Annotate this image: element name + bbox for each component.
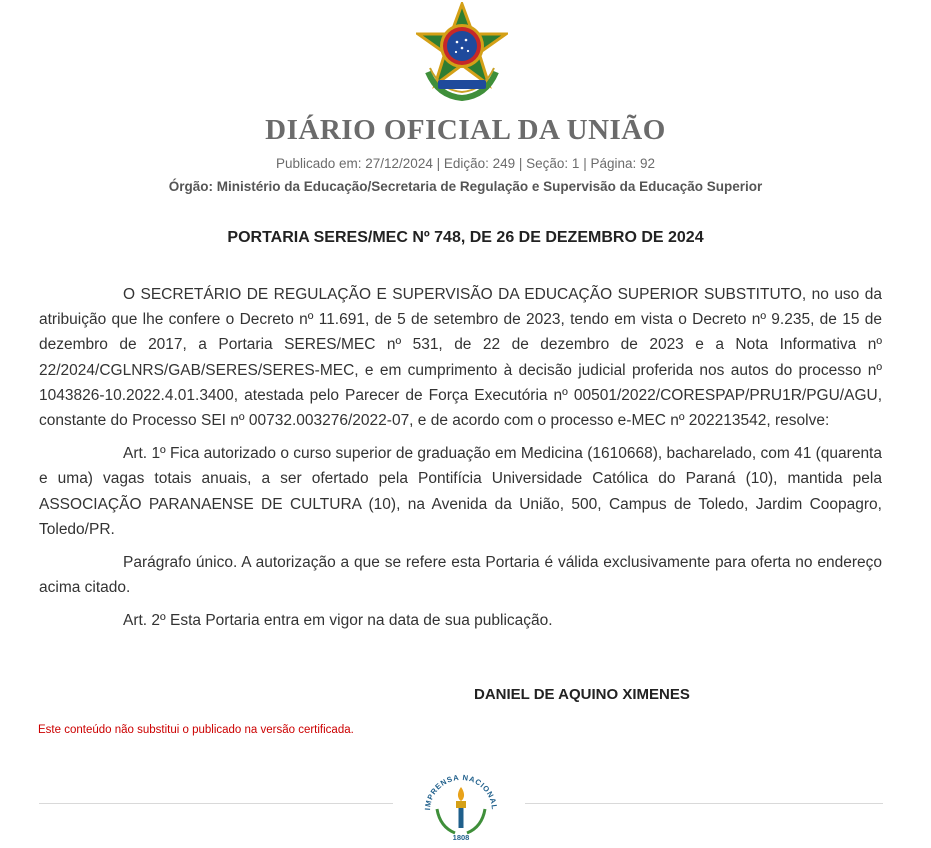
signatory: DANIEL DE AQUINO XIMENES — [474, 686, 690, 703]
document-body — [39, 282, 882, 642]
imprensa-nacional-seal-icon — [420, 765, 502, 843]
preamble-paragraph: O SECRETÁRIO DE REGULAÇÃO E SUPERVISÃO DA EDUCAÇÃO SUPERIOR SUBSTITUTO, no uso da atribuição que lhe confere o Decreto nº 11.691, de 5 de setembro de 2023, tendo em vista o Decreto nº 9.235, de 15 de dezembro de 2017, a Portaria SERES/MEC nº 531, de 22 de dezembro de 2023 e a Nota Informativa nº 22/2024/CGLNRS/GAB/SERES/SERES-MEC, e em cumprimento à decisão judicial proferida nos autos do processo nº 1043826-10.2022.4.01.3400, atestada pelo Parecer de Força Executória nº 00501/2022/CORESPAP/PRU1R/PGU/AGU, constante do Processo SEI nº 00732.003276/2022-07, e de acordo com o processo e-MEC nº 202213542, resolve: — [39, 286, 882, 430]
disclaimer-text: Este conteúdo não substitui o publicado na versão certificada. — [38, 724, 354, 736]
seal-text: IMPRENSA NACIONAL — [422, 772, 500, 811]
footer-divider-left — [39, 803, 393, 804]
seal-year: 1808 — [452, 833, 470, 842]
publication-info: Publicado em: 27/12/2024 | Edição: 249 | Seção: 1 | Página: 92 — [275, 156, 656, 171]
footer-divider-right — [525, 803, 883, 804]
orgao-line — [0, 179, 931, 194]
article-1-paragraph: Art. 1º Fica autorizado o curso superior de graduação em Medicina (1610668), bacharelado, com 41 (quarenta e uma) vagas totais anuais, a ser ofertado pela Pontifícia Universidade Católica do Paraná (10), mantida pela ASSOCIAÇÃO PARANAENSE DE CULTURA (10), na Avenida da União, 500, Campus de Toledo, Jardim Coopagro, Toledo/PR. — [39, 445, 882, 538]
orgao-text: Órgão: Ministério da Educação/Secretaria de Regulação e Supervisão da Educação Superior — [168, 179, 763, 194]
sole-paragraph: Parágrafo único. A autorização a que se refere esta Portaria é válida exclusivamente para oferta no endereço acima citado. — [39, 554, 882, 597]
article-2-paragraph: Art. 2º Esta Portaria entra em vigor na data de sua publicação. — [123, 612, 553, 630]
portaria-heading: PORTARIA SERES/MEC Nº 748, DE 26 DE DEZEMBRO DE 2024 — [227, 229, 704, 246]
brazil-coat-of-arms-icon — [416, 2, 508, 102]
page-title: DIÁRIO OFICIAL DA UNIÃO — [265, 114, 666, 146]
